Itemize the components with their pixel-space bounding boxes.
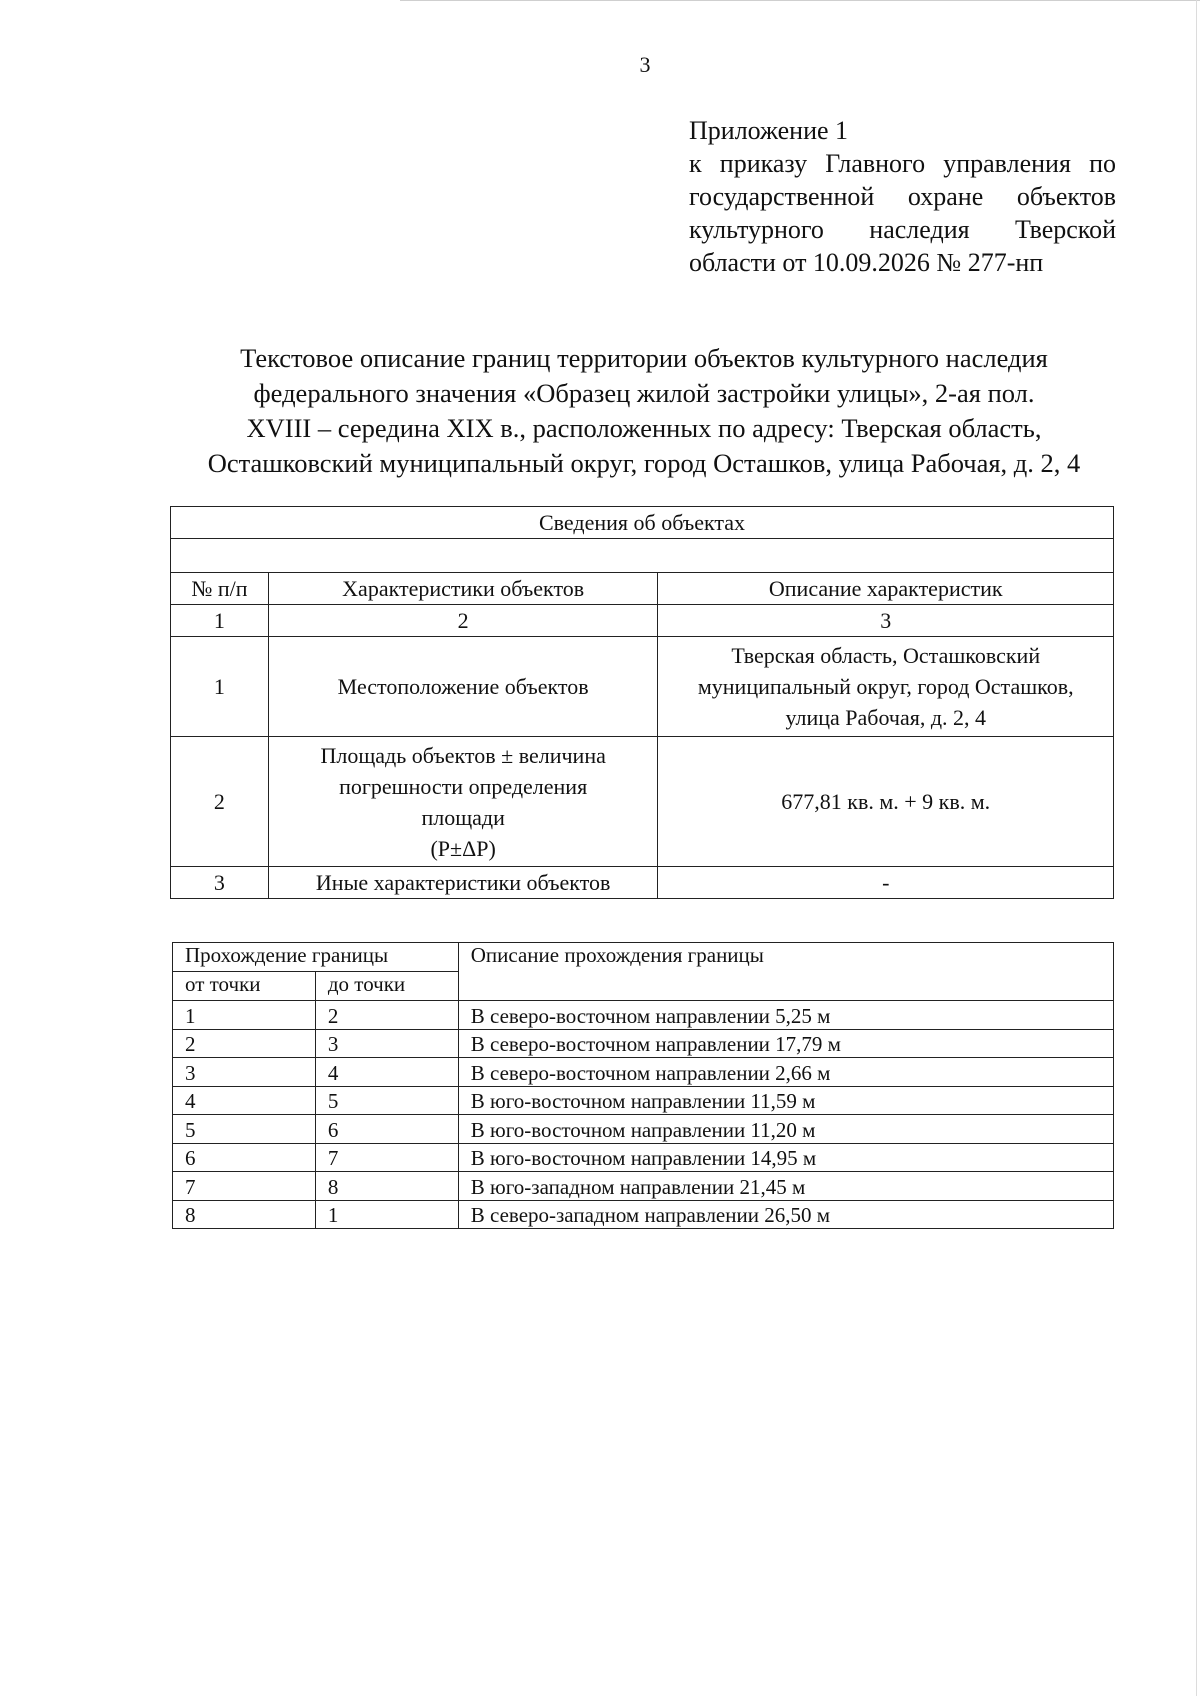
description-cell: [658, 867, 1114, 899]
page-number: 3: [639, 52, 651, 77]
from-point-cell: 8: [173, 1200, 316, 1229]
boundary-description-cell: В северо-восточном направлении 17,79 м: [458, 1029, 1113, 1058]
cell-line: Тверская область, Осташковский: [731, 643, 1041, 668]
to-point-cell: 6: [315, 1115, 458, 1144]
appendix-line: государственной охране объектов: [689, 182, 1116, 211]
table-row: [171, 637, 1114, 737]
document-title: [160, 341, 1128, 481]
objects-table: [170, 506, 1114, 899]
title-line: Осташковский муниципальный округ, город Осташков, улица Рабочая, д. 2, 4: [207, 448, 1081, 478]
to-point-cell: 5: [315, 1086, 458, 1115]
boundary-description-cell: В юго-восточном направлении 11,59 м: [458, 1086, 1113, 1115]
row-number-cell: 3: [171, 867, 269, 899]
table-row: [173, 1115, 1114, 1144]
boundary-description-cell: В северо-западном направлении 26,50 м: [458, 1200, 1113, 1229]
table-row: [173, 1058, 1114, 1087]
appendix-line: Приложение 1: [689, 116, 849, 145]
column-number-row: [171, 605, 1114, 637]
boundary-table: [172, 942, 1114, 1229]
table-row: [173, 1172, 1114, 1201]
from-point-cell: 3: [173, 1058, 316, 1087]
appendix-line: области от 10.09.2026 № 277-нп: [689, 248, 1044, 277]
boundary-header-row: [173, 943, 1114, 972]
cell-line: улица Рабочая, д. 2, 4: [785, 705, 987, 730]
to-point-cell: 2: [315, 1001, 458, 1030]
to-point-cell: 8: [315, 1172, 458, 1201]
header-cell: № п/п: [171, 573, 269, 605]
cell-line: (Р±ΔР): [430, 835, 496, 861]
from-point-cell: 2: [173, 1029, 316, 1058]
from-point-cell: 7: [173, 1172, 316, 1201]
boundary-description-cell: В юго-восточном направлении 11,20 м: [458, 1115, 1113, 1144]
scan-edge-right: [1196, 0, 1197, 1696]
characteristic-cell: [268, 867, 658, 899]
empty-cell: [171, 539, 1114, 573]
description-cell: [658, 637, 1114, 737]
boundary-description-cell: В юго-восточном направлении 14,95 м: [458, 1143, 1113, 1172]
column-number-cell: 3: [658, 605, 1114, 637]
cell-line: муниципальный округ, город Осташков,: [697, 674, 1074, 699]
cell-line: погрешности определения: [339, 773, 588, 799]
from-point-header: от точки: [173, 972, 316, 1001]
table-spacer-row: [171, 539, 1114, 573]
table-row: [173, 1086, 1114, 1115]
header-cell: Описание характеристик: [658, 573, 1114, 605]
column-number-cell: 2: [268, 605, 658, 637]
from-point-cell: 6: [173, 1143, 316, 1172]
cell-line: -: [882, 870, 890, 895]
title-line: федерального значения «Образец жилой застройки улицы», 2-ая пол.: [253, 378, 1035, 408]
row-number-cell: 1: [171, 637, 269, 737]
title-line: Текстовое описание границ территории объектов культурного наследия: [240, 343, 1048, 373]
row-number-cell: 2: [171, 737, 269, 867]
to-point-cell: 1: [315, 1200, 458, 1229]
appendix-line: культурного наследия Тверской: [689, 215, 1116, 244]
table-row: [173, 1200, 1114, 1229]
cell-line: Местоположение объектов: [337, 674, 589, 699]
boundary-description-cell: В юго-западном направлении 21,45 м: [458, 1172, 1113, 1201]
characteristic-cell: [268, 637, 658, 737]
to-point-header: до точки: [315, 972, 458, 1001]
table-row: [173, 1001, 1114, 1030]
table-row: [171, 737, 1114, 867]
to-point-cell: 4: [315, 1058, 458, 1087]
from-point-cell: 4: [173, 1086, 316, 1115]
description-cell: [658, 737, 1114, 867]
from-point-cell: 1: [173, 1001, 316, 1030]
table-row: [171, 867, 1114, 899]
cell-line: площади: [421, 804, 505, 830]
boundary-description-header: Описание прохождения границы: [458, 943, 1113, 1001]
boundary-group-header: Прохождение границы: [173, 943, 459, 972]
column-number-cell: 1: [171, 605, 269, 637]
boundary-description-cell: В северо-восточном направлении 5,25 м: [458, 1001, 1113, 1030]
objects-table-caption: Сведения об объектах: [171, 507, 1114, 539]
appendix-line: к приказу Главного управления по: [689, 149, 1116, 178]
characteristic-cell: [268, 737, 658, 867]
to-point-cell: 7: [315, 1143, 458, 1172]
table-row: [173, 1143, 1114, 1172]
boundary-description-cell: В северо-восточном направлении 2,66 м: [458, 1058, 1113, 1087]
from-point-cell: 5: [173, 1115, 316, 1144]
appendix-block: [689, 114, 1116, 279]
cell-line: 677,81 кв. м. + 9 кв. м.: [781, 789, 991, 814]
table-caption-row: [171, 507, 1114, 539]
scan-edge-top: [400, 0, 1200, 1]
table-header-row: [171, 573, 1114, 605]
table-row: [173, 1029, 1114, 1058]
header-cell: Характеристики объектов: [268, 573, 658, 605]
cell-line: Иные характеристики объектов: [315, 870, 611, 895]
cell-line: Площадь объектов ± величина: [320, 742, 606, 768]
to-point-cell: 3: [315, 1029, 458, 1058]
title-line: XVIII – середина XIX в., расположенных по адресу: Тверская область,: [246, 413, 1042, 443]
